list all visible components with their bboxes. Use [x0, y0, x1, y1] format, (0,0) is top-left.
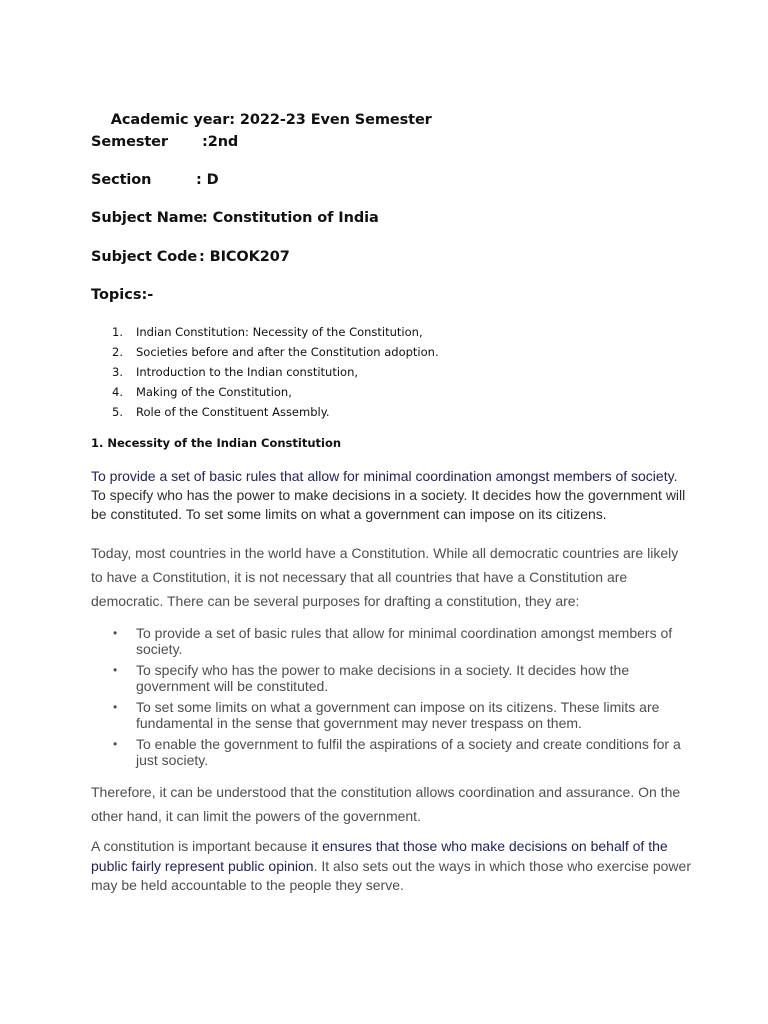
- list-item-text: To set some limits on what a government can impose on its citizens. These limits are fundamental in the sense that government may never trespass on them.: [136, 699, 660, 731]
- topics-list: [112, 322, 439, 422]
- subject-name-label: Subject Name: [91, 210, 204, 226]
- topic-number: 1.: [112, 325, 123, 339]
- intro-paragraph: [91, 467, 691, 524]
- bullet-icon: •: [113, 663, 118, 677]
- subject-name-line: [91, 210, 379, 226]
- importance-highlight: it ensures that those who make decisions on behalf of the public fairly represent public opinion: [91, 838, 668, 874]
- academic-year-label: Academic year: 2022-23 Even Semester: [110, 112, 432, 128]
- section-line: [91, 172, 219, 188]
- list-item-text: To specify who has the power to make decisions in a society. It decides how the government will be constituted.: [136, 662, 630, 694]
- topic-text: Making of the Constitution,: [136, 385, 292, 399]
- list-item-text: To enable the government to fulfil the aspirations of a society and create conditions for a just society.: [136, 736, 681, 768]
- intro-highlight: To provide a set of basic rules that allow for minimal coordination amongst members of society: [91, 468, 674, 484]
- intro-rest: . To specify who has the power to make decisions in a society. It decides how the government will be constituted. To set some limits on what a government can impose on its citizens.: [91, 468, 686, 522]
- topic-number: 2.: [112, 345, 123, 359]
- list-item: [91, 662, 691, 694]
- semester-line: [91, 134, 238, 150]
- purposes-list: [91, 625, 691, 773]
- list-item-text: To provide a set of basic rules that allow for minimal coordination amongst members of society.: [136, 625, 673, 657]
- topic-item: [112, 342, 439, 362]
- topic-number: 4.: [112, 385, 123, 399]
- section-value: : D: [196, 172, 219, 188]
- bullet-icon: •: [113, 626, 118, 640]
- purposes-paragraph: Today, most countries in the world have a Constitution. While all democratic countries are likely to have a Constitution, it is not necessary that all countries that have a Constitution are democratic. There can be several purposes for drafting a constitution, they are:: [91, 545, 679, 609]
- list-item: [91, 699, 691, 731]
- subject-code-line: [91, 249, 290, 265]
- topic-item: [112, 402, 439, 422]
- importance-rest: . It also sets out the ways in which those who exercise power may be held accountable to the people they serve.: [91, 857, 691, 893]
- bullet-icon: •: [113, 700, 118, 714]
- list-item: [91, 736, 691, 768]
- topics-title: Topics:-: [91, 287, 154, 303]
- bullet-icon: •: [113, 737, 118, 751]
- importance-paragraph: [91, 837, 691, 896]
- topic-text: Introduction to the Indian constitution,: [136, 365, 359, 379]
- subject-code-value: : BICOK207: [199, 249, 290, 265]
- conclusion-paragraph: Therefore, it can be understood that the constitution allows coordination and assurance. On the other hand, it can limit the powers of the government.: [91, 784, 681, 824]
- section-label: Section: [91, 172, 152, 188]
- subject-code-label: Subject Code: [91, 249, 198, 265]
- topic-text: Societies before and after the Constitution adoption.: [136, 345, 439, 359]
- topic-item: [112, 362, 439, 382]
- list-item: [91, 625, 691, 657]
- subject-name-value: : Constitution of India: [202, 210, 379, 226]
- topic-number: 3.: [112, 365, 123, 379]
- semester-value: :2nd: [202, 134, 239, 150]
- section-heading: 1. Necessity of the Indian Constitution: [91, 436, 342, 450]
- semester-label: Semester: [91, 134, 168, 150]
- importance-lead: A constitution is important because: [91, 838, 312, 854]
- topic-text: Indian Constitution: Necessity of the Constitution,: [136, 325, 423, 339]
- topic-item: [112, 322, 439, 342]
- topic-text: Role of the Constituent Assembly.: [136, 405, 330, 419]
- topic-item: [112, 382, 439, 402]
- topic-number: 5.: [112, 405, 123, 419]
